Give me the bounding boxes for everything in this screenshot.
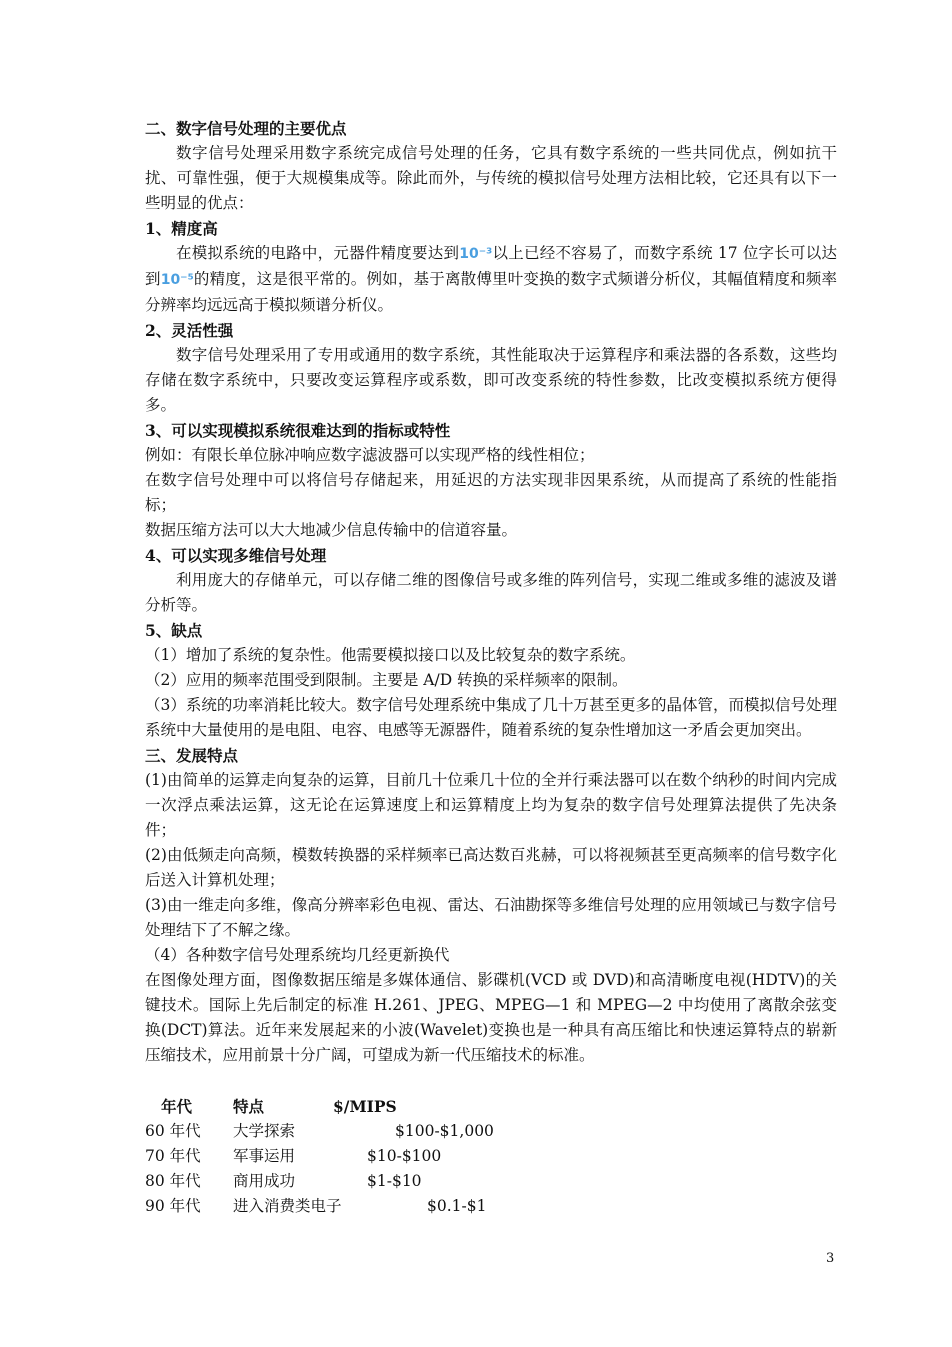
paragraph: 数字信号处理采用数字系统完成信号处理的任务，它具有数字系统的一些共同优点，例如抗干扰、可靠性强，便于大规模集成等。除此而外，与传统的模拟信号处理方法相比较，它还具有以下一些明显的优点：: [145, 144, 837, 212]
paragraph: 利用庞大的存储单元，可以存储二维的图像信号或多维的阵列信号，实现二维或多维的滤波及谱分析等。: [145, 571, 837, 614]
paragraph: 在数字信号处理中可以将信号存储起来，用延迟的方法实现非因果系统，从而提高了系统的性能指标；: [145, 471, 837, 514]
text-run: 在模拟系统的电路中，元器件精度要达到: [176, 244, 460, 262]
table-header-cell: 年代: [161, 1097, 193, 1116]
table-row: [145, 1169, 837, 1194]
section-heading: 三、发展特点: [145, 746, 239, 765]
table-cell: 70 年代: [145, 1147, 201, 1165]
table-header-row: [145, 1094, 837, 1119]
table-row: [145, 1119, 837, 1144]
table-cell: 90 年代: [145, 1197, 201, 1215]
subsection-heading: 5、缺点: [145, 621, 203, 640]
table-header-cell: 特点: [233, 1097, 265, 1116]
paragraph: 数字信号处理采用了专用或通用的数字系统，其性能取决于运算程序和乘法器的各系数，这些均存储在数字系统中，只要改变运算程序或系数，即可改变系统的特性参数，比改变模拟系统方便得多。: [145, 346, 837, 414]
paragraph: 在图像处理方面，图像数据压缩是多媒体通信、影碟机(VCD 或 DVD)和高清晰度电视(HDTV)的关键技术。国际上先后制定的标准 H.261、JPEG、MPEG—1 和 MPEG—2 中均使用了离散余弦变换(DCT)算法。近年来发展起来的小波(Wavelet)变换也是一种具有高压缩比和快速运算特点的崭新压缩技术，应用前景十分广阔，可望成为新一代压缩技术的标准。: [145, 971, 837, 1064]
math-expression: 10⁻⁵: [160, 272, 194, 288]
paragraph: 数据压缩方法可以大大地减少信息传输中的信道容量。: [145, 521, 518, 539]
table-cell: 进入消费类电子: [233, 1197, 342, 1215]
paragraph: (1)由简单的运算走向复杂的运算，目前几十位乘几十位的全并行乘法器可以在数个纳秒的时间内完成一次浮点乘法运算，这无论在运算速度上和运算精度上均为复杂的数字信号处理算法提供了先决条件；: [145, 771, 837, 839]
paragraph: （3）系统的功率消耗比较大。数字信号处理系统中集成了几十万甚至更多的晶体管，而模拟信号处理系统中大量使用的是电阻、电容、电感等无源器件，随着系统的复杂性增加这一矛盾会更加突出。: [145, 696, 837, 739]
table-row: [145, 1194, 837, 1219]
paragraph: (2)由低频走向高频，模数转换器的采样频率已高达数百兆赫，可以将视频甚至更高频率的信号数字化后送入计算机处理；: [145, 846, 837, 889]
section-heading: 二、数字信号处理的主要优点: [145, 119, 347, 138]
table-header-cell: $/MIPS: [333, 1097, 397, 1116]
subsection-heading: 4、可以实现多维信号处理: [145, 546, 327, 565]
subsection-heading: 2、灵活性强: [145, 321, 234, 340]
text-run: 的精度，这是很平常的。例如，基于离散傅里叶变换的数字式频谱分析仪，其幅值精度和频率分辨率均远远高于模拟频谱分析仪。: [145, 270, 837, 314]
paragraph: （4）各种数字信号处理系统均几经更新换代: [145, 946, 450, 964]
subsection-heading: 1、精度高: [145, 219, 218, 238]
math-expression: 10⁻³: [459, 246, 493, 262]
table-cell: 军事运用: [233, 1147, 296, 1165]
paragraph: 例如：有限长单位脉冲响应数字滤波器可以实现严格的线性相位；: [145, 446, 595, 464]
paragraph: （2）应用的频率范围受到限制。主要是 A/D 转换的采样频率的限制。: [145, 671, 628, 689]
subsection-heading: 3、可以实现模拟系统很难达到的指标或特性: [145, 421, 451, 440]
text-run: 以上已经不容易了，而数字系统 17 位字长可以达到: [145, 244, 837, 288]
table-cell: 80 年代: [145, 1172, 201, 1190]
paragraph: [145, 241, 837, 318]
page-content: [145, 116, 837, 1219]
table-cell: 大学探索: [233, 1122, 296, 1140]
paragraph: (3)由一维走向多维，像高分辨率彩色电视、雷达、石油勘探等多维信号处理的应用领域已与数字信号处理结下了不解之缘。: [145, 896, 837, 939]
table-cell: $10-$100: [367, 1147, 442, 1165]
table-cell: 商用成功: [233, 1172, 296, 1190]
table-cell: $1-$10: [367, 1172, 422, 1190]
table-cell: $0.1-$1: [427, 1197, 487, 1215]
page-number: 3: [826, 1251, 835, 1266]
table-cell: $100-$1,000: [395, 1122, 494, 1140]
paragraph: （1）增加了系统的复杂性。他需要模拟接口以及比较复杂的数字系统。: [145, 646, 636, 664]
table-cell: 60 年代: [145, 1122, 201, 1140]
table-row: [145, 1144, 837, 1169]
history-table: [145, 1094, 837, 1219]
